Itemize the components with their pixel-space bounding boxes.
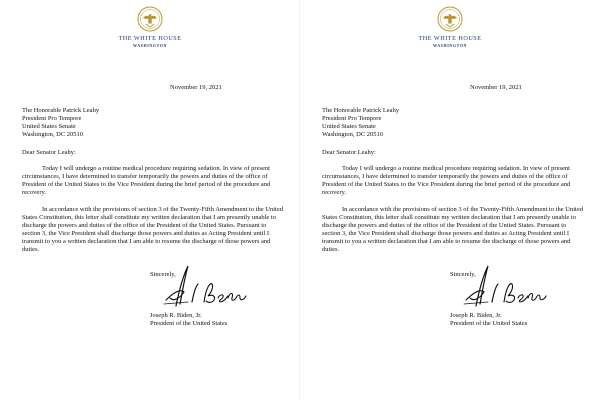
signer-title: President of the United States (450, 320, 528, 327)
recipient-city: Washington, DC 20510 (22, 131, 84, 138)
body-paragraph-1: Today I will undergo a routine medical procedure requiring sedation. In view of present circumstances, I have determined to transfer temporarily the powers and duties of the office of President of the United States to the Vice President during the brief period of the procedure and recovery. (322, 165, 571, 196)
letterhead-title: THE WHITE HOUSE (118, 35, 182, 42)
closing: Sincerely, (150, 271, 176, 278)
recipient-body: United States Senate (22, 123, 76, 130)
recipient-title: President Pro Tempore (22, 115, 82, 122)
body-paragraph-2: In accordance with the provisions of section 3 of the Twenty-Fifth Amendment to the United States Constitution, this letter shall constitute my written declaration that I am presently unable to discharge the powers and duties of the office of the President of the United States. Pursuant to section 3, the Vice President shall discharge those powers and duties as Acting President until I transmit to you a written declaration that I am able to resume the discharge of those powers and duties. (22, 206, 283, 253)
signature-icon (458, 258, 558, 308)
presidential-seal-icon (437, 6, 463, 32)
letter-date: November 19, 2021 (170, 84, 222, 91)
signer-name: Joseph R. Biden, Jr. (150, 312, 202, 319)
recipient-city: Washington, DC 20510 (322, 131, 384, 138)
signer-title: President of the United States (150, 320, 228, 327)
recipient-title: President Pro Tempore (322, 115, 382, 122)
signer-block (150, 312, 227, 328)
letter-right (300, 0, 600, 400)
recipient-body: United States Senate (322, 123, 376, 130)
signer-block (450, 312, 527, 328)
letterhead-title: THE WHITE HOUSE (418, 35, 482, 42)
letterhead-city: WASHINGTON (433, 43, 467, 48)
signature-icon (158, 258, 258, 308)
salutation: Dear Senator Leahy: (322, 149, 376, 156)
salutation: Dear Senator Leahy: (22, 149, 76, 156)
signer-name: Joseph R. Biden, Jr. (450, 312, 502, 319)
body-paragraph-1: Today I will undergo a routine medical procedure requiring sedation. In view of present circumstances, I have determined to transfer temporarily the powers and duties of the office of President of the United States to the Vice President during the brief period of the procedure and recovery. (22, 165, 271, 196)
closing: Sincerely, (450, 271, 476, 278)
letterhead-city: WASHINGTON (133, 43, 167, 48)
recipient-address (322, 107, 399, 139)
recipient-address (22, 107, 99, 139)
letter-date: November 19, 2021 (470, 84, 522, 91)
presidential-seal-icon (137, 6, 163, 32)
body-paragraph-2: In accordance with the provisions of section 3 of the Twenty-Fifth Amendment to the United States Constitution, this letter shall constitute my written declaration that I am presently unable to discharge the powers and duties of the office of the President of the United States. Pursuant to section 3, the Vice President shall discharge those powers and duties as Acting President until I transmit to you a written declaration that I am able to resume the discharge of those powers and duties. (322, 206, 583, 253)
recipient-name: The Honorable Patrick Leahy (22, 107, 100, 114)
recipient-name: The Honorable Patrick Leahy (322, 107, 400, 114)
